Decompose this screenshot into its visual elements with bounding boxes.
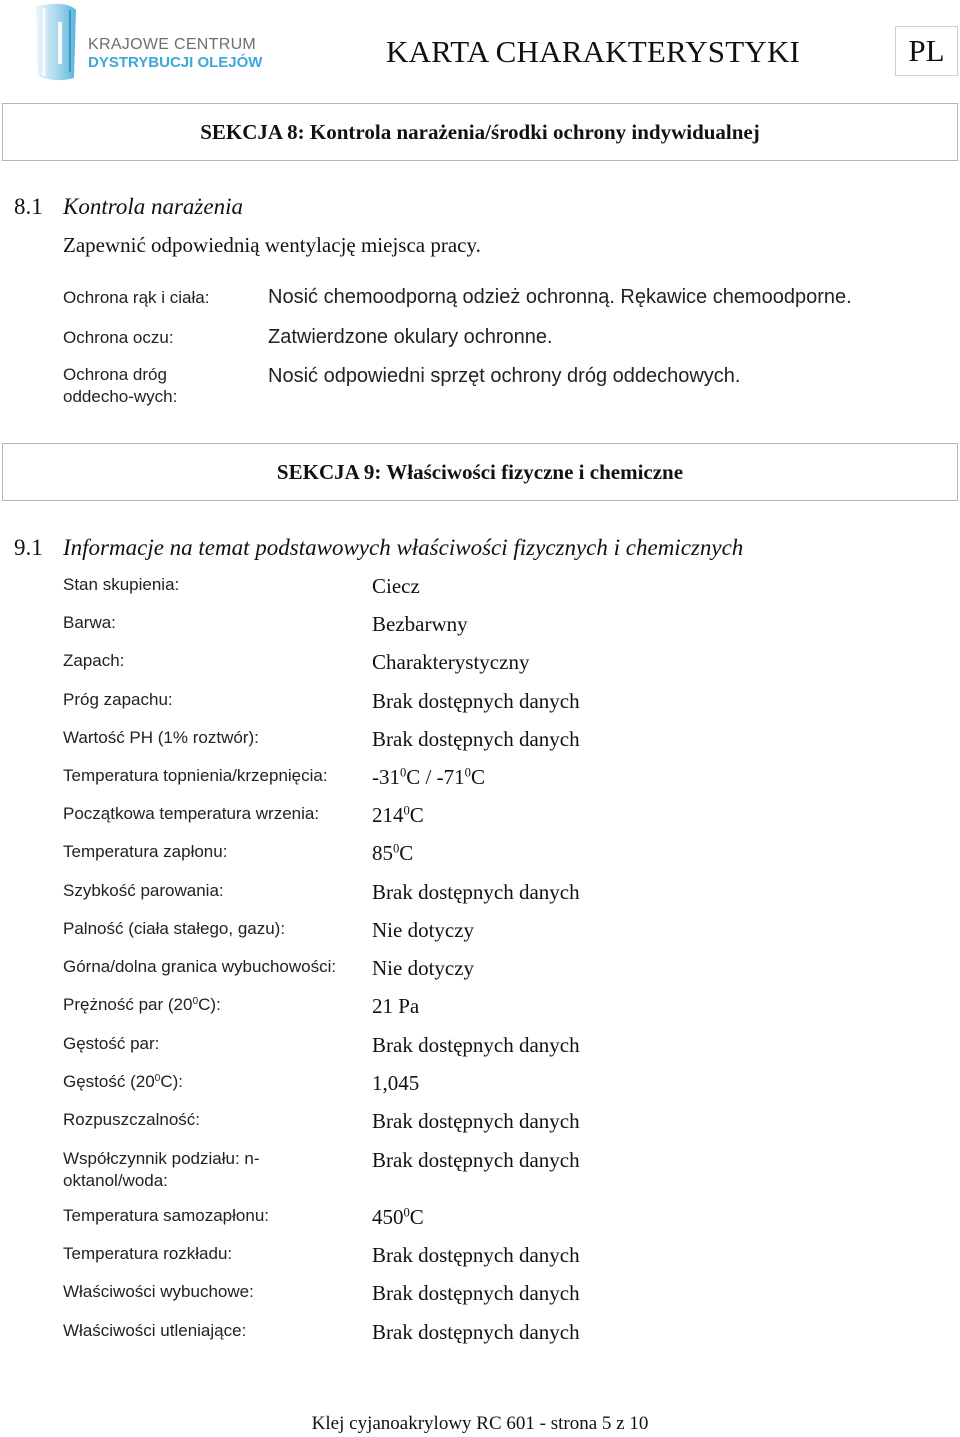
property-value: Brak dostępnych danych [372,880,580,904]
company-logo [30,2,280,82]
property-label: Górna/dolna granica wybuchowości: [63,957,337,976]
document-title: KARTA CHARAKTERYSTYKI [386,34,801,69]
property-value: Charakterystyczny [372,650,530,674]
property-label: Właściwości utleniające: [63,1321,247,1340]
property-label: Rozpuszczalność: [63,1110,201,1129]
subsection-8-1-number: 8.1 [14,194,43,219]
property-value: Brak dostępnych danych [372,1109,580,1133]
property-label: Temperatura topnienia/krzepnięcia: [63,766,328,785]
property-label: Barwa: [63,613,116,632]
section-8-title: SEKCJA 8: Kontrola narażenia/środki ochrony indywidualnej [200,119,760,144]
subsection-8-1-title: Kontrola narażenia [63,194,243,219]
property-value: Ciecz [372,574,420,598]
section-8-header [2,103,958,161]
property-value: $214^0C$ [372,803,424,827]
property-value: $450^0C$ [372,1205,424,1229]
respiratory-protection-label: Ochrona dróg oddecho-wych: [63,365,178,406]
eye-protection-value: Zatwierdzone okulary ochronne. [268,326,553,348]
property-value: Brak dostępnych danych [372,1281,580,1305]
page-footer: Klej cyjanoakrylowy RC 601 - strona 5 z 10 [311,1413,649,1434]
property-value: Brak dostępnych danych [372,1320,580,1344]
property-value: $-31^0C / -71^0C$ [372,765,485,789]
property-value: Brak dostępnych danych [372,1148,580,1172]
property-label: Współczynnik podziału: n-oktanol/woda: [63,1149,260,1190]
eye-protection-label: Ochrona oczu: [63,328,174,347]
property-label: Wartość PH (1% roztwór): [63,728,259,747]
property-label: Zapach: [63,651,125,670]
property-label: Temperatura samozapłonu: [63,1206,270,1225]
ventilation-text: Zapewnić odpowiednią wentylację miejsca pracy. [63,233,481,257]
logo-text-line1: KRAJOWE CENTRUM [88,36,257,53]
logo-text-line2: DYSTRYBUCJI OLEJÓW [88,54,263,71]
property-value: Bezbarwny [372,612,468,636]
property-value: Brak dostępnych danych [372,689,580,713]
property-label: Początkowa temperatura wrzenia: [63,804,320,823]
property-label: Temperatura zapłonu: [63,842,228,861]
property-label: Gęstość $(20^0C)$: [63,1072,183,1091]
property-value: Brak dostępnych danych [372,1243,580,1267]
hand-protection-value: Nosić chemoodporną odzież ochronną. Rękawice chemoodporne. [268,286,852,308]
property-label: Temperatura rozkładu: [63,1244,233,1263]
property-label: Prężność par $(20^0C)$: [63,995,221,1014]
subsection-9-1-title: Informacje na temat podstawowych właściwości fizycznych i chemicznych [63,535,744,560]
section-9-header [2,443,958,501]
property-value: $85^0C$ [372,841,414,865]
property-label: Próg zapachu: [63,690,173,709]
property-label: Właściwości wybuchowe: [63,1282,254,1301]
language-badge [895,26,958,76]
respiratory-protection-value: Nosić odpowiedni sprzęt ochrony dróg oddechowych. [268,365,741,387]
subsection-9-1-number: 9.1 [14,535,43,560]
property-value: 1,045 [372,1071,420,1095]
property-value: Brak dostępnych danych [372,727,580,751]
property-value: Nie dotyczy [372,918,475,942]
property-label: Stan skupienia: [63,575,180,594]
property-value: 21 Pa [372,994,420,1018]
property-label: Gęstość par: [63,1034,160,1053]
section-9-title: SEKCJA 9: Właściwości fizyczne i chemiczne [276,459,684,484]
property-label: Szybkość parowania: [63,881,224,900]
property-label: Palność (ciała stałego, gazu): [63,919,286,938]
hand-protection-label: Ochrona rąk i ciała: [63,288,210,307]
property-value: Nie dotyczy [372,956,475,980]
language-code: PL [908,33,945,68]
property-value: Brak dostępnych danych [372,1033,580,1057]
